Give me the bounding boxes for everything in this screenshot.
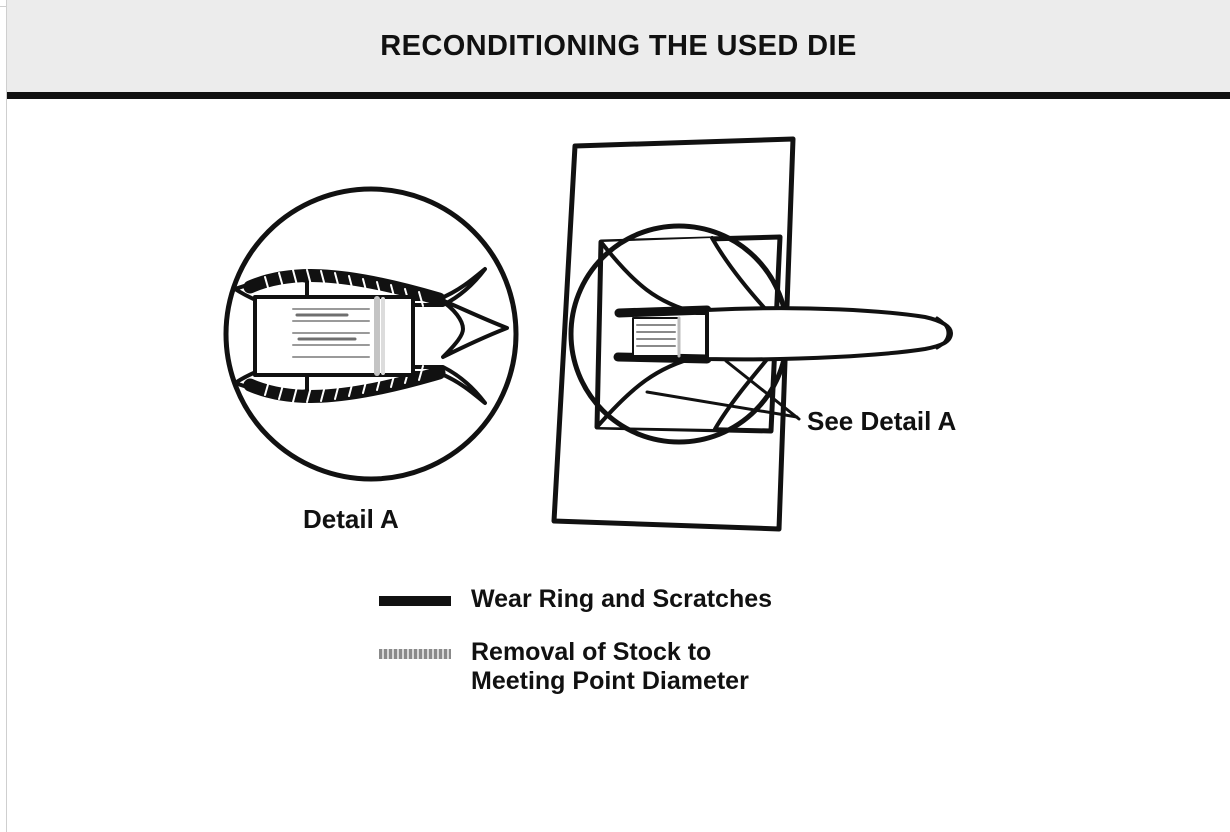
see-detail-a-callout: See Detail A bbox=[807, 406, 957, 436]
page-left-edge bbox=[0, 0, 7, 832]
solid-bar-swatch-icon bbox=[379, 596, 451, 606]
hatched-bar-swatch-icon bbox=[379, 649, 451, 659]
legend-swatch-wrap bbox=[379, 585, 471, 606]
legend-swatch-wrap bbox=[379, 638, 471, 659]
removal-stock-right bbox=[633, 318, 679, 356]
legend-label-line-2: Meeting Point Diameter bbox=[471, 667, 749, 695]
legend-label-line-1: Removal of Stock to bbox=[471, 638, 712, 666]
legend-label-removal-of-stock bbox=[471, 638, 749, 696]
stylus-tool bbox=[707, 308, 951, 359]
legend-label-wear-ring: Wear Ring and Scratches bbox=[471, 585, 773, 613]
page-title: RECONDITIONING THE USED DIE bbox=[380, 29, 857, 62]
legend bbox=[379, 585, 999, 720]
die-reconditioning-diagram bbox=[7, 99, 1230, 832]
page-header-band bbox=[7, 0, 1230, 92]
page-corner-edge bbox=[0, 0, 6, 7]
legend-item-removal-of-stock bbox=[379, 638, 999, 696]
header-divider-rule bbox=[7, 92, 1230, 99]
detail-a-caption: Detail A bbox=[303, 504, 399, 534]
legend-item-wear-ring bbox=[379, 585, 999, 614]
figure-canvas bbox=[7, 99, 1230, 832]
removal-stock-detail bbox=[289, 299, 383, 373]
